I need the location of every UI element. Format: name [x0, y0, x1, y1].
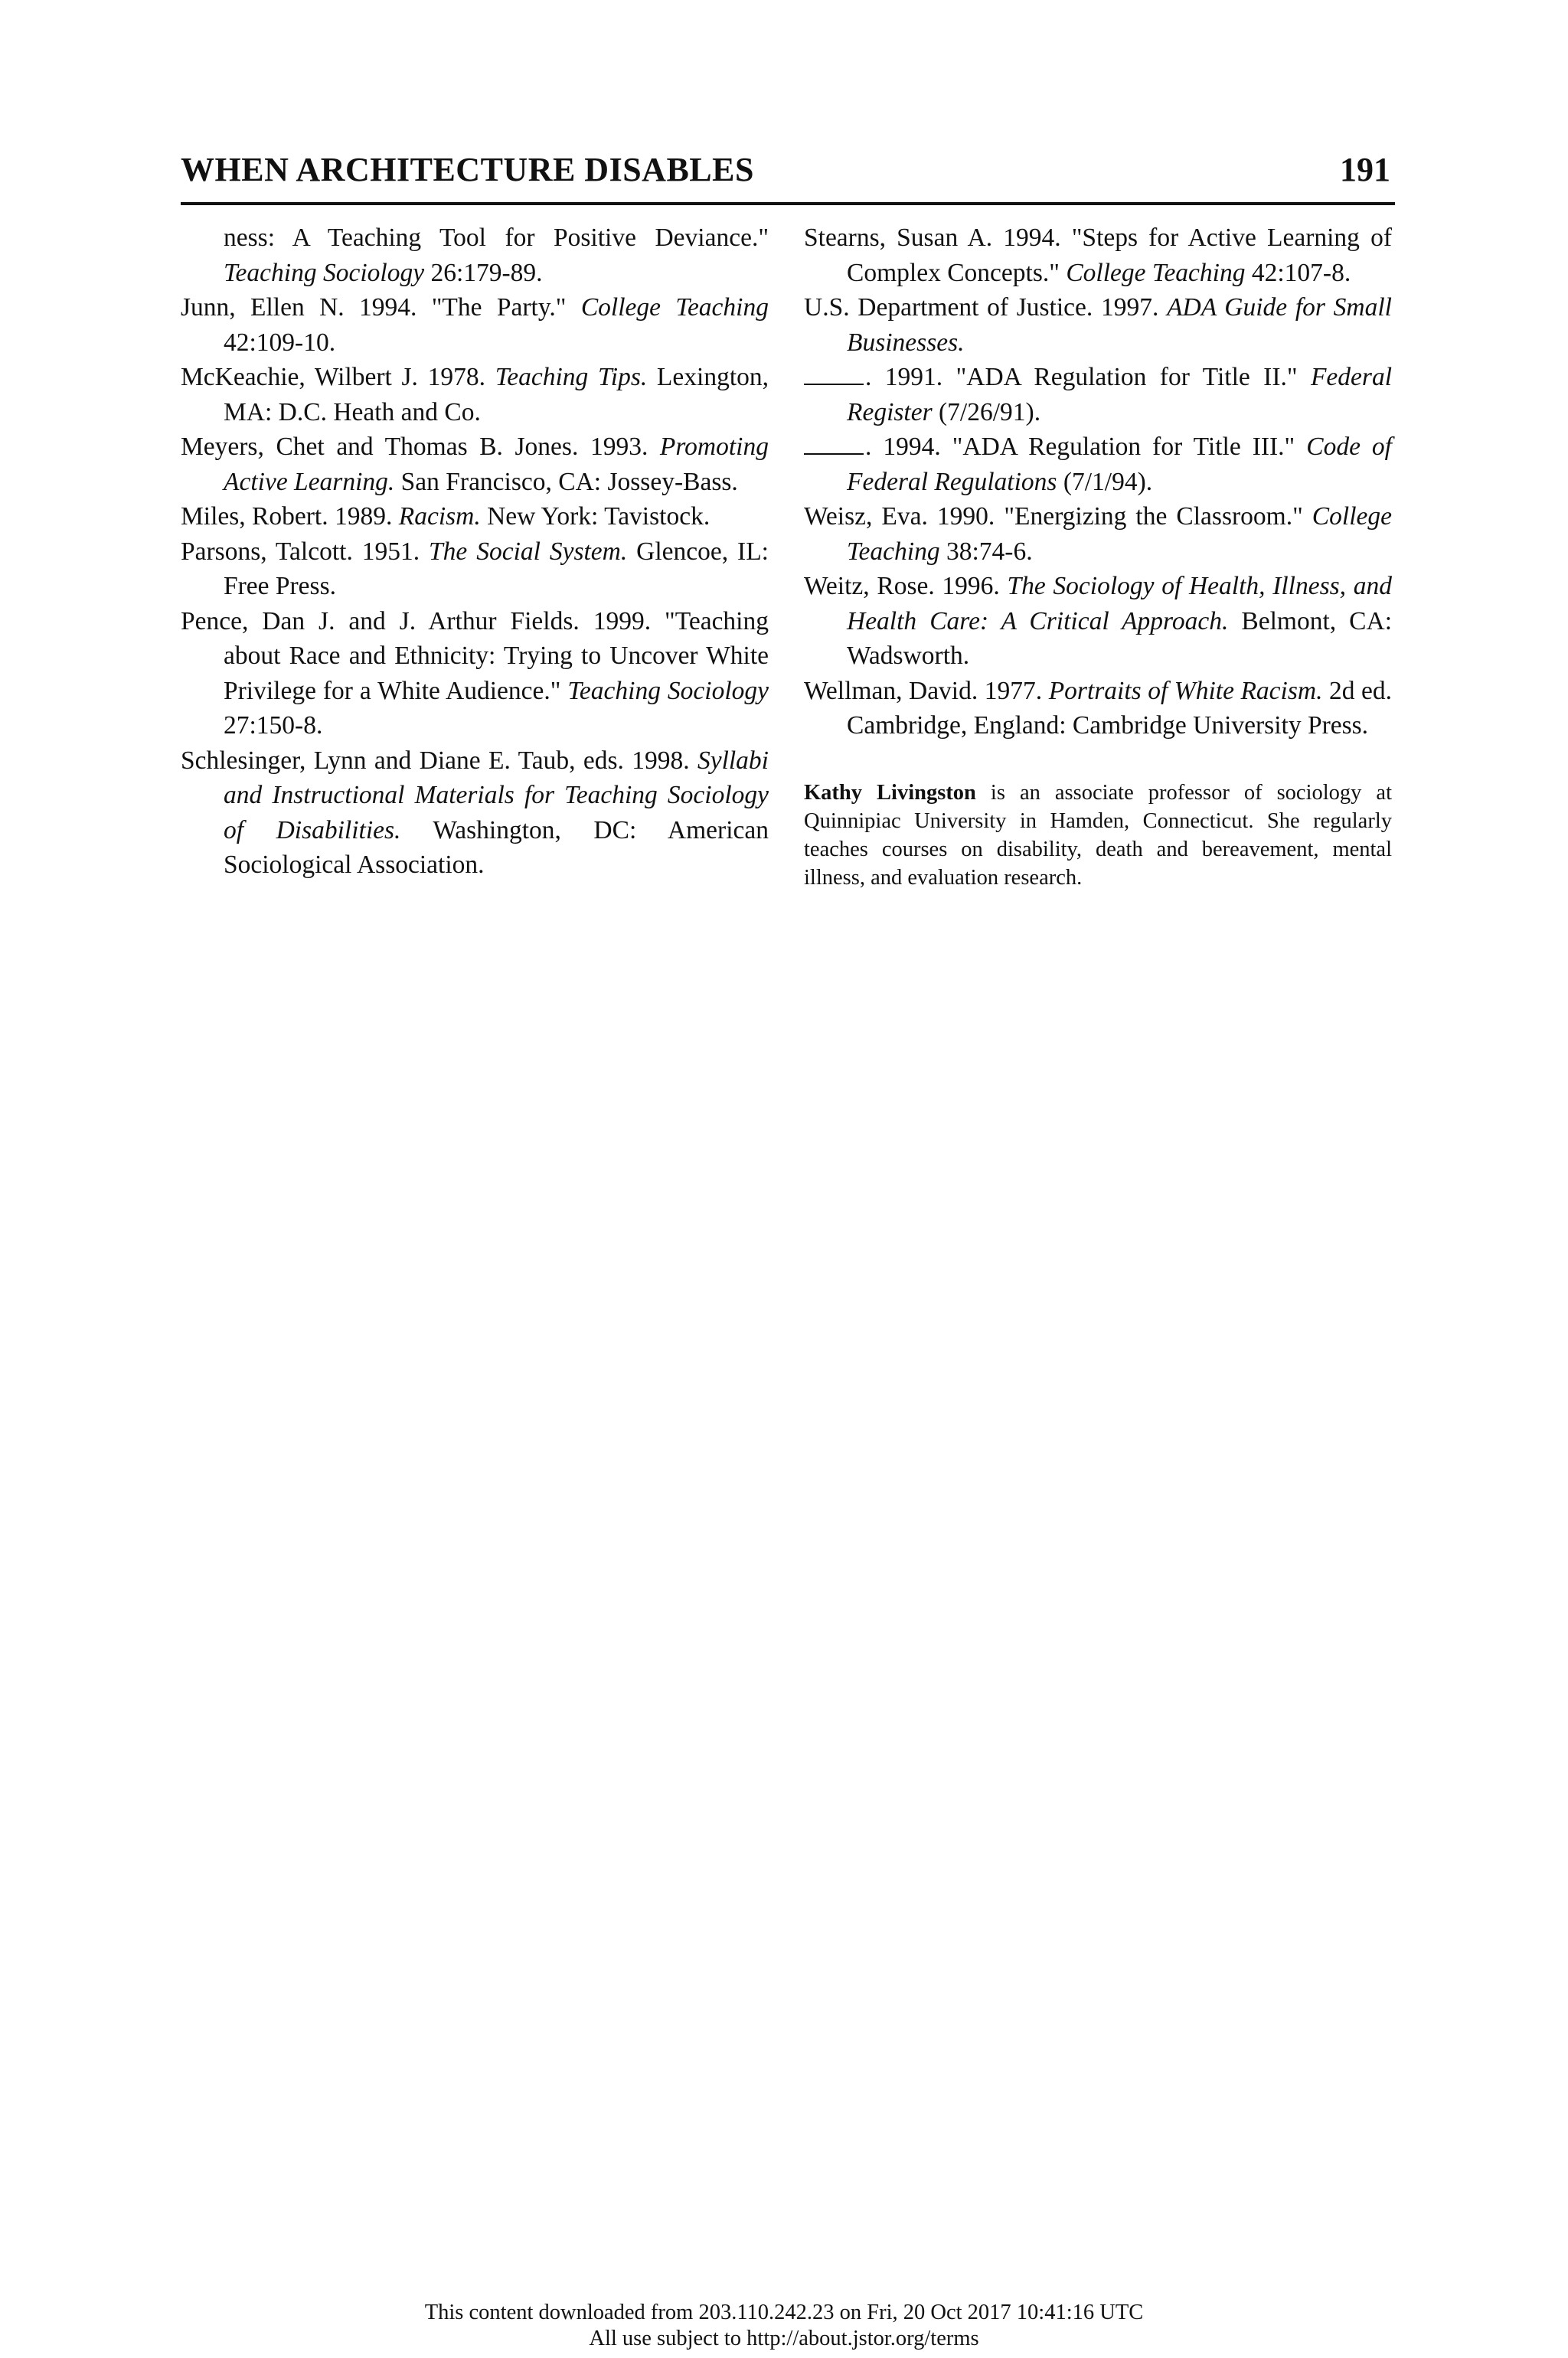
reference-text: 26:179-89. — [424, 258, 543, 287]
reference-text: Wellman, David. 1977. — [804, 676, 1049, 705]
reference-text: (7/1/94). — [1057, 467, 1153, 496]
author-bio-text: is an associate professor of sociology at Quinnipiac University in Hamden, Connecticut. She regularly teaches courses on disability, death and bereavement, mental illness, and evaluation research. — [804, 780, 1392, 890]
reference-title: Code of Federal Regulations — [847, 433, 1392, 496]
reference-text: Parsons, Talcott. 1951. — [181, 537, 430, 566]
author-name: Kathy Livingston — [804, 780, 976, 805]
reference-entry — [804, 569, 1392, 674]
reference-title: Teaching Sociology — [224, 258, 425, 287]
reference-text: 27:150-8. — [224, 711, 323, 740]
reference-entry — [181, 743, 769, 883]
running-header — [181, 150, 1395, 205]
reference-entry — [181, 534, 769, 604]
reference-entry — [804, 290, 1392, 360]
page-number: 191 — [1340, 151, 1390, 188]
reference-entry — [804, 499, 1392, 569]
reference-text: New York: Tavistock. — [480, 502, 710, 531]
reference-text: 42:109-10. — [224, 328, 336, 357]
reference-text: Weisz, Eva. 1990. "Energizing the Classroom." — [804, 502, 1312, 531]
reference-entry — [181, 220, 769, 290]
reference-text: Junn, Ellen N. 1994. "The Party." — [181, 293, 581, 322]
reference-text: Meyers, Chet and Thomas B. Jones. 1993. — [181, 433, 660, 461]
reference-text: Weitz, Rose. 1996. — [804, 572, 1008, 600]
reference-text: Stearns, Susan A. 1994. "Steps for Active Learning of Complex Concepts." — [804, 224, 1392, 287]
reference-title: ADA Guide for Small Businesses. — [847, 293, 1392, 357]
reference-title: Federal Register — [847, 363, 1392, 426]
reference-text: Lexington, MA: D.C. Heath and Co. — [224, 363, 769, 426]
reference-text: McKeachie, Wilbert J. 1978. — [181, 363, 495, 391]
reference-text: 2d ed. Cambridge, England: Cambridge University Press. — [847, 676, 1393, 740]
reference-entry — [181, 290, 769, 360]
author-bio — [804, 779, 1392, 892]
reference-title: The Sociology of Health, Illness, and Health Care: A Critical Approach. — [847, 572, 1392, 635]
reference-text: (7/26/91). — [932, 397, 1041, 426]
reference-title: Teaching Tips. — [495, 363, 648, 391]
reference-text: Schlesinger, Lynn and Diane E. Taub, eds. 1998. — [181, 746, 697, 775]
reference-title: College Teaching — [1066, 258, 1246, 287]
reference-text: 42:107-8. — [1245, 258, 1351, 287]
reference-text: Miles, Robert. 1989. — [181, 502, 399, 531]
reference-text: Pence, Dan J. and J. Arthur Fields. 1999. "Teaching about Race and Ethnicity: Trying to Uncover White Privilege for a White Audience." — [181, 606, 769, 705]
references-left-column — [181, 220, 769, 883]
reference-text: 38:74-6. — [939, 537, 1033, 566]
reference-entry — [181, 429, 769, 499]
reference-title: The Social System. — [429, 537, 628, 566]
reference-text: Glencoe, IL: Free Press. — [224, 537, 769, 600]
running-title: WHEN ARCHITECTURE DISABLES — [181, 151, 754, 188]
jstor-terms-notice: All use subject to http://about.jstor.org/terms — [589, 2327, 979, 2350]
repeat-author-rule — [804, 432, 864, 455]
reference-entry — [804, 674, 1392, 743]
references-list-right — [804, 220, 1392, 743]
repeat-author-rule — [804, 362, 864, 385]
reference-entry — [181, 360, 769, 429]
reference-title: Portraits of White Racism. — [1048, 676, 1323, 705]
reference-entry — [804, 220, 1392, 290]
reference-entry — [181, 604, 769, 743]
reference-entry — [181, 499, 769, 534]
reference-title: Racism. — [398, 502, 481, 531]
reference-entry — [804, 360, 1392, 429]
reference-text: San Francisco, CA: Jossey-Bass. — [394, 467, 738, 496]
reference-title: Syllabi and Instructional Materials for Teaching Sociology of Disabilities. — [224, 746, 769, 844]
reference-title: Promoting Active Learning. — [224, 433, 769, 496]
reference-title: Teaching Sociology — [567, 676, 769, 705]
reference-title: College Teaching — [847, 502, 1392, 566]
reference-text: U.S. Department of Justice. 1997. — [804, 293, 1168, 322]
reference-title: College Teaching — [580, 293, 769, 322]
reference-entry — [804, 429, 1392, 499]
references-right-column — [804, 220, 1392, 913]
reference-text: ness: A Teaching Tool for Positive Deviance." — [224, 224, 769, 252]
reference-text: . 1994. "ADA Regulation for Title III." — [865, 433, 1307, 461]
reference-text: Washington, DC: American Sociological Association. — [224, 815, 769, 879]
reference-text: Belmont, CA: Wadsworth. — [847, 606, 1393, 670]
reference-text: . 1991. "ADA Regulation for Title II." — [865, 363, 1311, 391]
jstor-download-notice: This content downloaded from 203.110.242.23 on Fri, 20 Oct 2017 10:41:16 UTC — [424, 2301, 1144, 2324]
